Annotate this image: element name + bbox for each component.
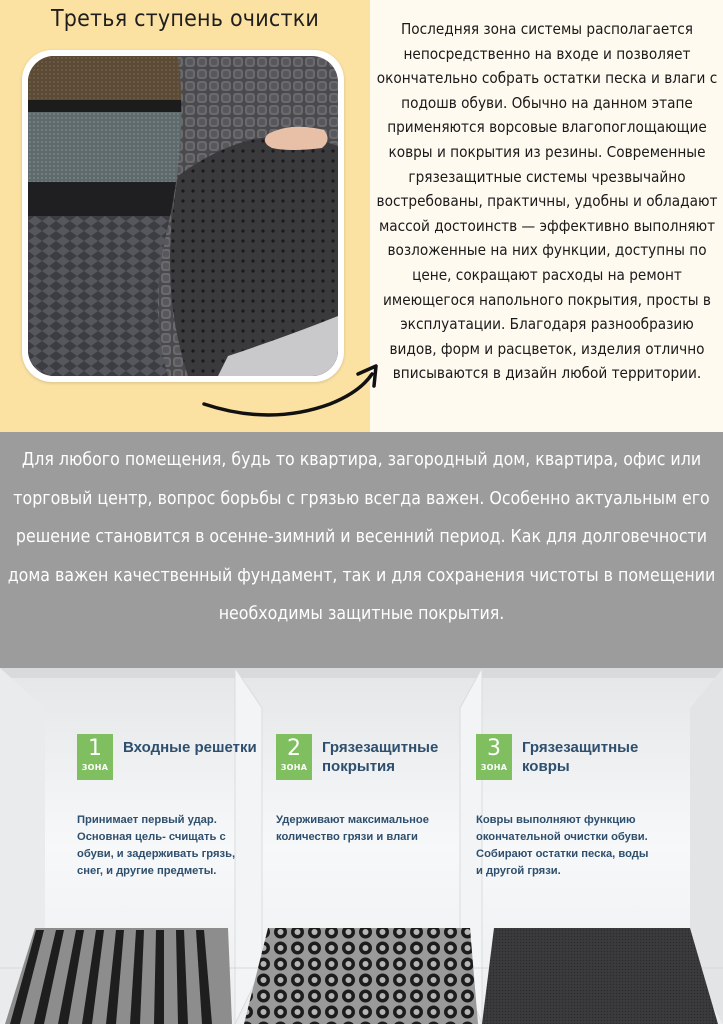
zone-3-title: Грязезащитные ковры: [522, 739, 639, 775]
zone-1-number: 1: [88, 736, 102, 761]
zone-3-label: ЗОНА: [480, 763, 508, 772]
zone-3-description: Ковры выполняют функцию окончательной очистки обуви. Собирают остатки песка, воды и другой грязи.: [476, 814, 649, 877]
info-band-text: Для любого помещения, будь то квартира, загородный дом, квартира, офис или торговый центр, вопрос борьбы с грязью всегда важен. Особенно актуальным его решение становится в осенне-зимний и весенний период. Как для долговечности дома важен качественный фундамент, так и для сохранения чистоты в помещении необходимы защитные покрытия.: [7, 450, 716, 625]
zone-2-title: Грязезащитные покрытия: [322, 739, 439, 775]
mat-photo-collage: [22, 50, 344, 382]
zone-3-badge: [476, 734, 512, 780]
section-title: Третья ступень очистки: [50, 6, 320, 32]
zone-2-badge: [276, 734, 312, 780]
zone-1-label: ЗОНА: [81, 763, 109, 772]
curved-arrow-icon: [200, 360, 385, 430]
zone-2-number: 2: [287, 736, 301, 761]
zone-2-label: ЗОНА: [280, 763, 308, 772]
zone-2-description: Удерживают максимальное количество грязи и влаги: [276, 814, 429, 843]
zone-1-description: Принимает первый удар. Основная цель- счищать с обуви, и задерживать грязь, снег, и другие предметы.: [77, 814, 236, 877]
zone-1-title: Входные решетки: [123, 739, 257, 756]
zone-3-number: 3: [487, 736, 501, 761]
zones-infographic: [0, 668, 723, 1024]
zone-1-badge: [77, 734, 113, 780]
mat-photo-illustration: [28, 56, 338, 376]
section-description: Последняя зона системы располагается непосредственно на входе и позволяет окончательно собрать остатки песка и влаги с подошв обуви. Обычно на данном этапе применяются ворсовые влагопоглощающие ковры и покрытия из резины. Современные грязезащитные системы чрезвычайно востребованы, практичны, удобны и обладают массой достоинств — эффективно выполняют возложенные на них функции, доступны по цене, сокращают расходы на ремонт имеющегося напольного покрытия, просты в эксплуатации. Благодаря разнообразию видов, форм и расцветок, изделия отлично вписываются в дизайн любой территории.: [376, 20, 718, 383]
